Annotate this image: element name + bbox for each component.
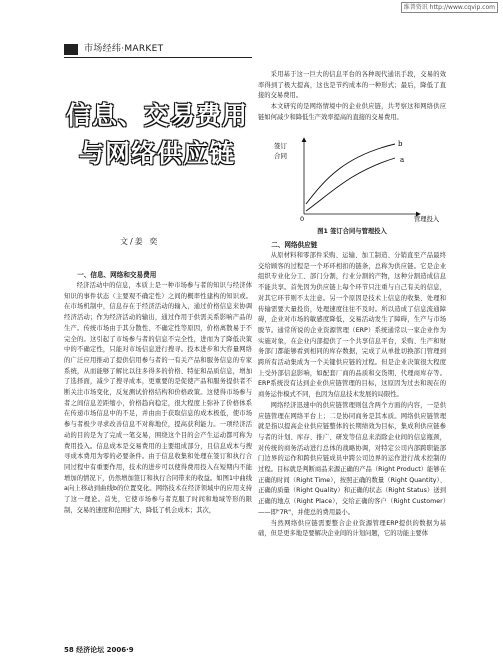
article-title [64,97,250,173]
curve-a [306,158,395,211]
origin-label: 0 [300,215,305,222]
section-heading-1: 一、信息、网络和交易费用 [77,271,157,279]
y-axis-label-1: 签订 [274,142,287,150]
page-footer: 58 经济论坛 2006·9 [64,646,134,654]
header-divider [64,57,252,58]
right-bottom-paragraph-2: 网络经济迅速中的供应链管理则包含两个方面的内容，一是供应链管理在网络平台上；二是协同商务是其本质。网络供应链管理就是指以提高企业供应链整体的长期绩效为目标，集成利供应链参与者的计划、库存、推广、研发等信息来消除企业间的信息瓶颈，对传统的商务活动进行总体的战略协调，对特定公司内部跨职能部门边界的运作和跨供应链成员中跨公司边界的运作进行战术控制的过程。目标就是判断商品来源正确的产品（Right Product）能够在正确的时间（Right Time），按照正确的数量（Right Quantity）、正确的质量（Right Quality）和正确的状态（Right Status）送到正确的地点（Right Place），交给正确的客户（Right Customer）——即"7R"，并使总的费用最小。 [258,401,446,516]
figure-1 [270,134,450,222]
title-line-2: 与网络供应链 [78,139,235,168]
right-column-bottom [258,240,446,540]
left-column [64,270,252,516]
source-watermark: 维普资讯 http://www.cqvip.com [401,2,498,13]
title-line-1: 信息、交易费用 [65,101,248,130]
y-axis-label-2: 合同 [274,152,287,160]
left-paragraph: 经济活动中的信息，本质上是一种市场参与者的知识与经济体知识的事件状态（主要观不确定性）之间的概率性建构的知识或。在市场机制中，信息存在于经济活动的输入，通过价格信息来协调经济活动；作为经济活动的输出，通过作用于供需关系影响产品的生产。传统市场由于其分散性、不确定性等原因，价格离散易于不完全的。这引起了市场参与者的信息不完全性，进而为了降低决策中的不确定性，只能对市场信息进行搜寻。投本进步和大容量网络的广泛应用推动了提供信用参与者的一有关产品和服务信息的专家系统，从而能够了解比以往多得多的价格、特征和品质信息，增加了选择面，减少了搜寻成本，更重要的是促使产品和服务提供者不断关注市场变化，反复测试价格结构和价格政策。这使得市场参与者之间信息差距缩小，价格趋向稳定，很大程度上弥补了价格体系在传递市场信息中的不足，并由由于获取信息的成本极低，使市场参与者极少寻求改善信息不对称地位，提高获利能力。一项经济活动的目的是为了完成一笔交易，围绕这个目的会产生运动都可称为费用投入。信息成本是交易费用的主要组成部分，且信息成本与搜寻成本费用为零的必要条件。由于信息收集和处理在签订和执行合同过程中有重要作用，技术的进步可以使得费用投入在短期内不能增加的情况下，仍然增加签订和执行合同带来的收益。如图1中曲线a向上移动到曲线b的位置变化。网络技术在经济领域中的应用支持了这一理论。首先，它使市场参与者克服了时间和地域等形的限制，交易的速度和范围扩大，降低了机会成本；其次， [64,282,252,514]
section-heading-2: 二、网络供应链 [271,241,318,249]
figure-caption: 图1 签订合同与管理投入 [317,228,387,235]
curve-a-label: a [400,156,405,164]
section-title: 市场经纬·MARKET [84,44,164,54]
right-top-paragraph-1: 采用基于这一巨大的信息平台的各种现代通讯手段，交易的效率得到了极大提高，这也是节约成本的一种形式；最后，降低了直接的交易费用。 [258,71,446,100]
section-marker [64,44,78,55]
right-bottom-paragraph-3: 当然网络供应链需要整合企业资源管理ERP提供的数据为基础，但是更多地是要解决企业间的计划问题，它的功能主要体 [258,519,446,538]
right-column-top [258,70,446,124]
right-top-paragraph-2: 本文研究的是网络情境中的企业供应链，共考察这和网络供应链如何减少和降低生产效率提高的直接的交易费用。 [258,103,446,121]
author-byline: 文/姜 奕 [120,237,160,246]
x-axis-label: 管理投入 [414,216,440,222]
curve-b-label: b [398,140,403,148]
right-bottom-paragraph-1: 从原材料和零部件采购、运输、加工制造、分销直至产品最终交给顾客的过程是一个环环相扣的链条，总称为供应链。它是企业组织专业化分工、部门分割，行业分割的产物，这种分割造成信息不能共享。首先因为供应链上每个环节只注重与自己有关的信息，对其它环节则不太注意。另一个原因是技术上信息的收集、处理和传输需要大量投资，处理速度往往不及时。所以造成了信息流通障碍，企业对市场的敏感度降低，交易活动发生了障碍，生产与市场脱节。通常所说的企业资源管理（ERP）系统通常以一家企业作为实施对象，在企业内部提供了一个共享信息平台，采购、生产和财务部门都能够看到相同的库存数据，完成了从单批切换部门管理到跨所有活动集成为一个关键供应链的过程。但是企业决策很大程度上受外部信息影响，如配套厂商的品质和交货期、代理商库存等。ERP系统没有达到企业供应链管理的目标，这原因为过去和现在的商务运作模式不同，也因为信息技术发展的局限性。 [258,252,446,399]
curve-b [306,144,395,204]
